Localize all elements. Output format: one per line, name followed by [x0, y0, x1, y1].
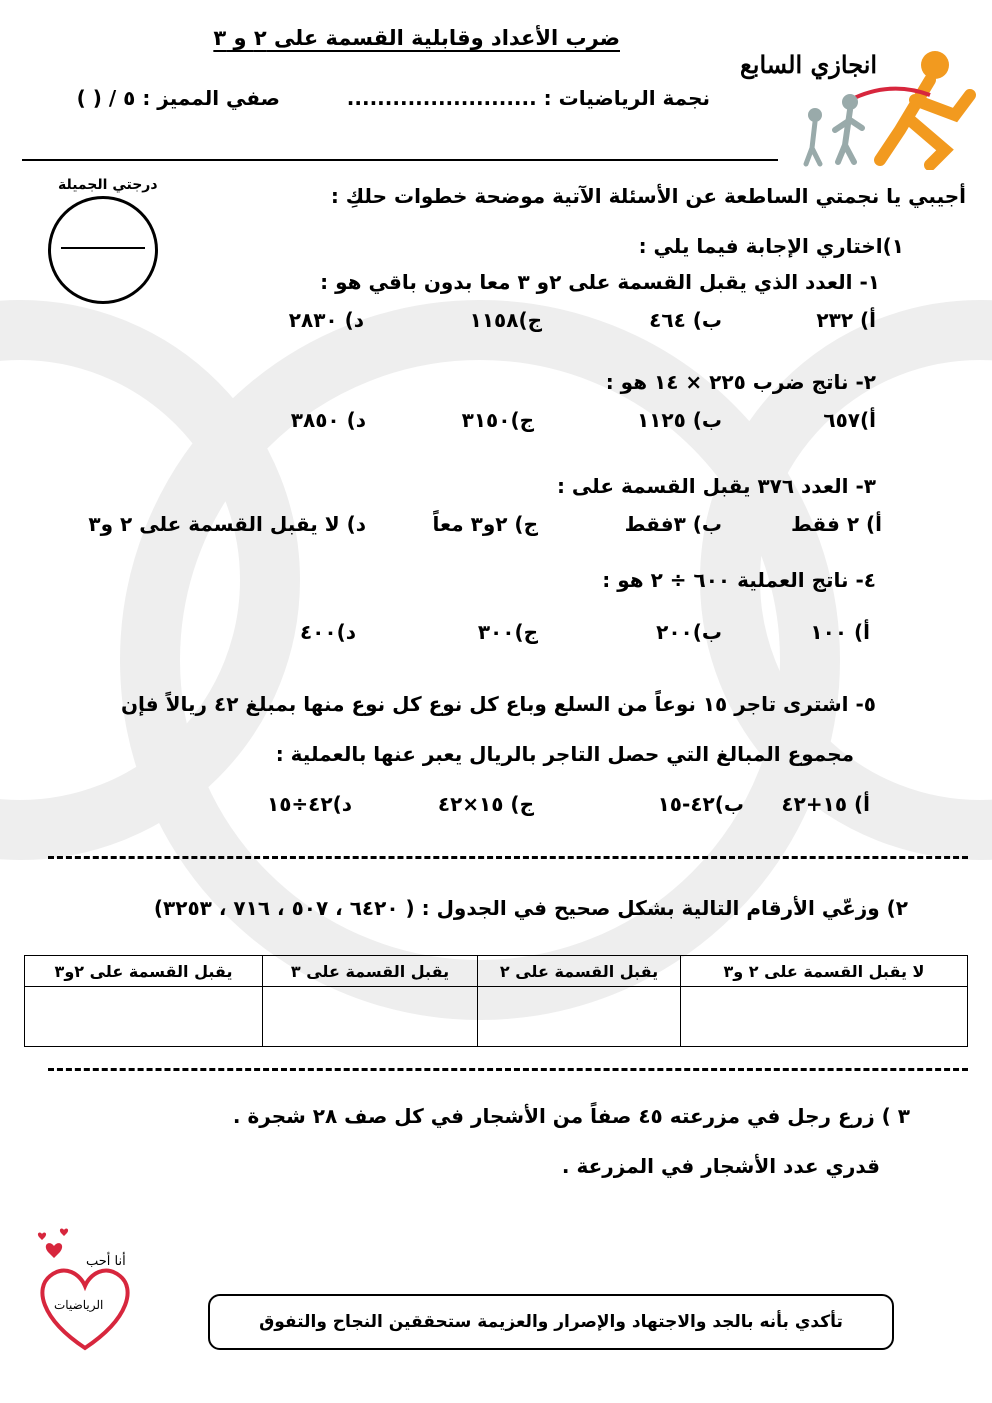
q3-option-d[interactable]: د) لا يقبل القسمة على ٢ و٣	[88, 512, 366, 536]
q1-option-b[interactable]: ب) ٤٦٤	[649, 308, 722, 332]
section-divider	[48, 1068, 968, 1071]
distribution-table	[24, 955, 968, 1047]
question-5: ٥- اشترى تاجر ١٥ نوعاً من السلع وباع كل نوع كل نوع منها بمبلغ ٤٢ ريالاً فإن	[120, 692, 876, 716]
table-header: يقبل القسمة على ٣	[263, 956, 478, 987]
q2-option-b[interactable]: ب) ١١٢٥	[636, 408, 722, 432]
grade-label: درجتي الجميلة	[58, 177, 158, 193]
q4-option-d[interactable]: د)٤٠٠	[299, 620, 356, 644]
table-cell[interactable]	[263, 987, 478, 1047]
table-cell[interactable]	[681, 987, 968, 1047]
q4-option-c[interactable]: ج)٣٠٠	[477, 620, 538, 644]
grade-circle	[48, 196, 158, 304]
q3-option-a[interactable]: أ) ٢ فقط	[790, 512, 882, 536]
question-4: ٤- ناتج العملية ٦٠٠ ÷ ٢ هو :	[602, 568, 876, 592]
grade-line	[61, 247, 145, 249]
q4-option-b[interactable]: ب)٢٠٠	[656, 620, 722, 644]
q2-option-d[interactable]: د) ٣٨٥٠	[290, 408, 366, 432]
achievement-logo	[730, 20, 980, 170]
table-header: يقبل القسمة على ٢	[478, 956, 681, 987]
logo-text: انجازي السابع	[740, 50, 878, 79]
q5-option-c[interactable]: ج) ١٥×٤٢	[437, 792, 534, 816]
question-3: ٣- العدد ٣٧٦ يقبل القسمة على :	[556, 474, 876, 498]
question-1: ١- العدد الذي يقبل القسمة على ٢و ٣ معا بدون باقي هو :	[320, 270, 880, 294]
table-cell[interactable]	[25, 987, 263, 1047]
q1-option-a[interactable]: أ) ٢٣٢	[816, 308, 876, 332]
i-love-math-logo	[30, 1228, 140, 1358]
student-name-line: نجمة الرياضيات : .........................	[346, 86, 710, 110]
heart-icon	[30, 1228, 140, 1358]
section1-heading: ١)اختاري الإجابة فيما يلي :	[638, 234, 904, 258]
section3-question: ٣ ) زرع رجل في مزرعته ٤٥ صفاً من الأشجار في كل صف ٢٨ شجرة .	[232, 1104, 910, 1128]
class-line: صفي المميز : ٥ / ( )	[76, 86, 280, 110]
love-logo-bottom: الرياضيات	[54, 1298, 104, 1312]
q1-option-d[interactable]: د) ٢٨٣٠	[288, 308, 364, 332]
motto-text: تأكدي بأنه بالجد والاجتهاد والإصرار والعزيمة ستحققين النجاح والتفوق	[259, 1312, 843, 1332]
q2-option-c[interactable]: ج)٣١٥٠	[461, 408, 534, 432]
q5-option-a[interactable]: أ) ١٥+٤٢	[781, 792, 870, 816]
q2-option-a[interactable]: أ)٦٥٧	[823, 408, 876, 432]
question-5-continued: مجموع المبالغ التي حصل التاجر بالريال يعبر عنها بالعملية :	[275, 742, 854, 766]
q3-option-c[interactable]: ج) ٢و٣ معاً	[432, 512, 538, 536]
instruction: أجيبي يا نجمتي الساطعة عن الأسئلة الآتية موضحة خطوات حلكِ :	[330, 184, 966, 208]
runner-icon	[730, 20, 980, 170]
header-divider	[22, 159, 778, 161]
q5-option-d[interactable]: د)٤٢÷١٥	[266, 792, 352, 816]
section3-prompt: قدري عدد الأشجار في المزرعة .	[561, 1154, 880, 1178]
section-divider	[48, 856, 968, 859]
q3-option-b[interactable]: ب) ٣فقط	[624, 512, 722, 536]
table-header: يقبل القسمة على ٢و٣	[25, 956, 263, 987]
q4-option-a[interactable]: أ) ١٠٠	[810, 620, 870, 644]
q5-option-b[interactable]: ب)٤٢-١٥	[657, 792, 744, 816]
love-logo-top: أنا أحب	[86, 1254, 126, 1269]
section2-heading: ٢) وزعّي الأرقام التالية بشكل صحيح في الجدول : ( ٦٤٢٠ ، ٥٠٧ ، ٧١٦ ، ٣٢٥٣)	[153, 896, 908, 920]
table-header: لا يقبل القسمة على ٢ و٣	[681, 956, 968, 987]
table-cell[interactable]	[478, 987, 681, 1047]
motto-box	[208, 1294, 894, 1350]
worksheet-title: ضرب الأعداد وقابلية القسمة على ٢ و ٣	[213, 26, 620, 50]
q1-option-c[interactable]: ج)١١٥٨	[469, 308, 542, 332]
question-2: ٢- ناتج ضرب ٢٢٥ × ١٤ هو :	[605, 370, 876, 394]
